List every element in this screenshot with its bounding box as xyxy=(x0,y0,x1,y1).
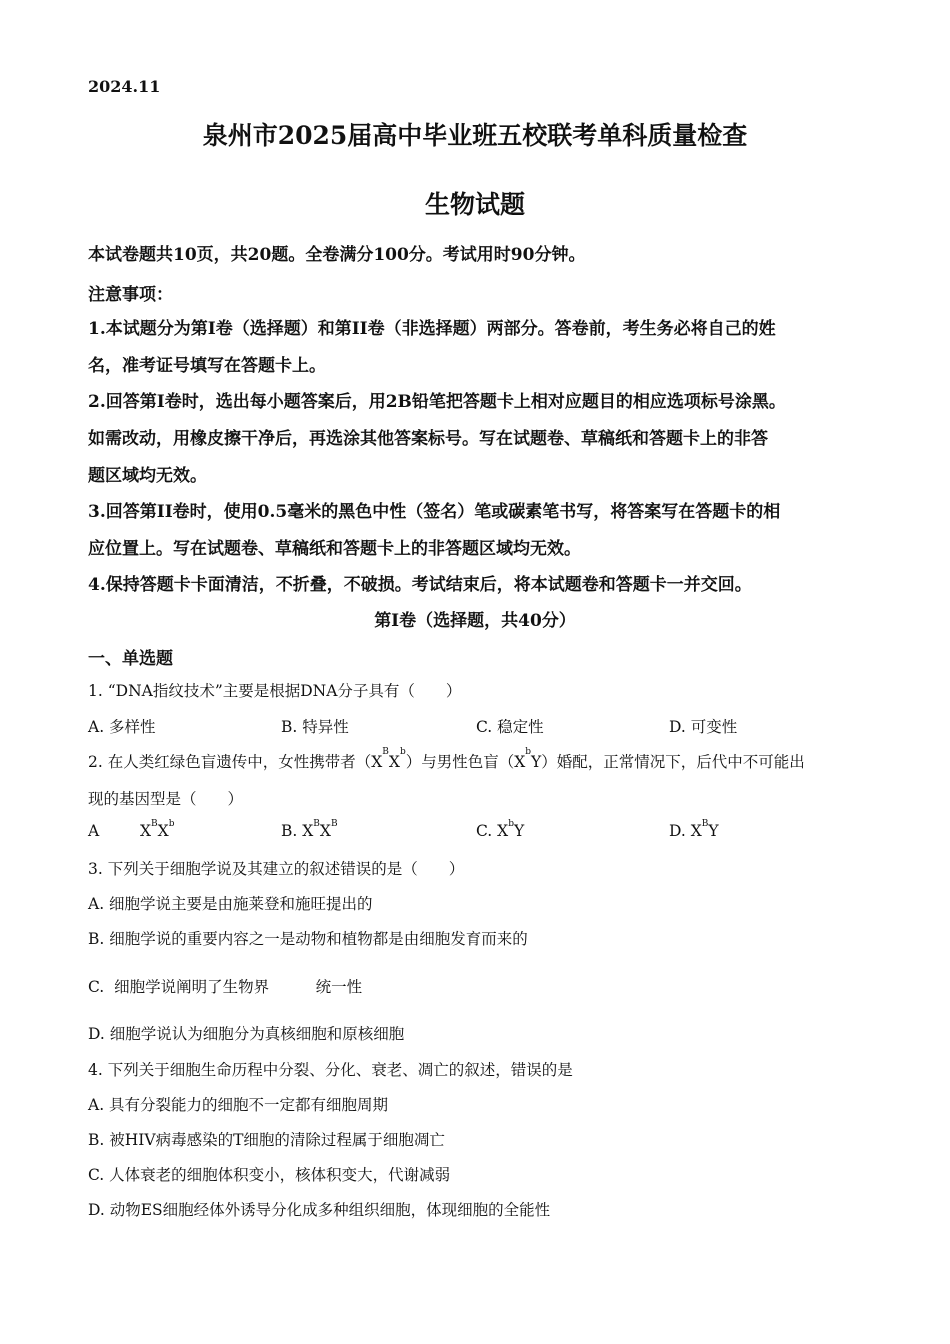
question-2-option-a: $X^BX^b$ xyxy=(140,819,175,840)
question-1-option-b: B. 特异性 xyxy=(281,718,349,736)
notice-label: 注意事项： xyxy=(88,285,173,305)
question-4-option-c: C. 人体衰老的细胞体积变小，核体积变大，代谢减弱 xyxy=(88,1166,451,1184)
question-2-option-d: D. $X^BY$ xyxy=(669,819,719,840)
question-3-option-d: D. 细胞学说认为细胞分为真核细胞和原核细胞 xyxy=(88,1025,405,1043)
question-4-option-a: A. 具有分裂能力的细胞不一定都有细胞周期 xyxy=(88,1096,389,1114)
question-4-option-d: D. 动物ES细胞经体外诱导分化成多种组织细胞，体现细胞的全能性 xyxy=(88,1201,551,1219)
question-2-options xyxy=(0,819,950,844)
exam-subtitle: 生物试题 xyxy=(424,190,525,219)
question-1-option-c: C. 稳定性 xyxy=(476,718,544,736)
section-title: 第I卷（选择题，共40分） xyxy=(374,611,576,631)
question-3-option-b: B. 细胞学说的重要内容之一是动物和植物都是由细胞发育而来的 xyxy=(88,930,528,948)
notice-item-2-line-3: 题区域均无效。 xyxy=(88,466,207,486)
question-3-option-a: A. 细胞学说主要是由施莱登和施旺提出的 xyxy=(88,895,373,913)
notice-item-2-line-1: 2.回答第I卷时，选出每小题答案后，用2B铅笔把答题卡上相对应题目的相应选项标号涂黑。 xyxy=(88,392,786,412)
question-1-option-a: A. 多样性 xyxy=(88,718,156,736)
notice-item-1-line-1: 1.本试题分为第I卷（选择题）和第II卷（非选择题）两部分。答卷前，考生务必将自己的姓 xyxy=(88,319,776,339)
exam-date: 2024.11 xyxy=(88,77,161,96)
question-1-option-d: D. 可变性 xyxy=(669,718,738,736)
exam-title: 泉州市2025届高中毕业班五校联考单科质量检查 xyxy=(202,121,748,150)
question-1-options xyxy=(0,715,950,737)
notice-item-1-line-2: 名，准考证号填写在答题卡上。 xyxy=(88,356,326,376)
notice-item-3-line-2: 应位置上。写在试题卷、草稿纸和答题卡上的非答题区域均无效。 xyxy=(88,539,581,559)
question-2-option-a-label: A xyxy=(88,822,100,840)
notice-item-4-line-1: 4.保持答题卡卡面清洁，不折叠，不破损。考试结束后，将本试题卷和答题卡一并交回。 xyxy=(88,575,752,595)
question-2-stem-line-2: 现的基因型是（ ） xyxy=(88,790,244,808)
question-2-stem: 2. 在人类红绿色盲遗传中，女性携带者$(X^BX^b)$与男性色盲$(X^bY)$婚配，正常情况下，后代中不可能出 xyxy=(88,747,805,771)
question-3-option-c: C. 细胞学说阐明了生物界 统一性 xyxy=(88,978,363,996)
question-1-stem: 1. “DNA指纹技术”主要是根据DNA分子具有（ ） xyxy=(88,682,462,700)
notice-item-2-line-2: 如需改动，用橡皮擦干净后，再选涂其他答案标号。写在试题卷、草稿纸和答题卡上的非答 xyxy=(88,429,768,449)
question-2-option-b: B. $X^BX^B$ xyxy=(281,819,338,840)
part-title: 一、单选题 xyxy=(88,649,173,669)
question-4-option-b: B. 被HIV病毒感染的T细胞的清除过程属于细胞凋亡 xyxy=(88,1131,445,1149)
notice-item-3-line-1: 3.回答第II卷时，使用0.5毫米的黑色中性（签名）笔或碳素笔书写，将答案写在答题卡的相 xyxy=(88,502,781,522)
intro-text: 本试卷题共10页，共20题。全卷满分100分。考试用时90分钟。 xyxy=(88,245,586,265)
question-2-option-c: C. $X^bY$ xyxy=(476,819,525,840)
question-4-stem: 4. 下列关于细胞生命历程中分裂、分化、衰老、凋亡的叙述，错误的是 xyxy=(88,1061,573,1079)
question-3-stem: 3. 下列关于细胞学说及其建立的叙述错误的是（ ） xyxy=(88,860,465,878)
